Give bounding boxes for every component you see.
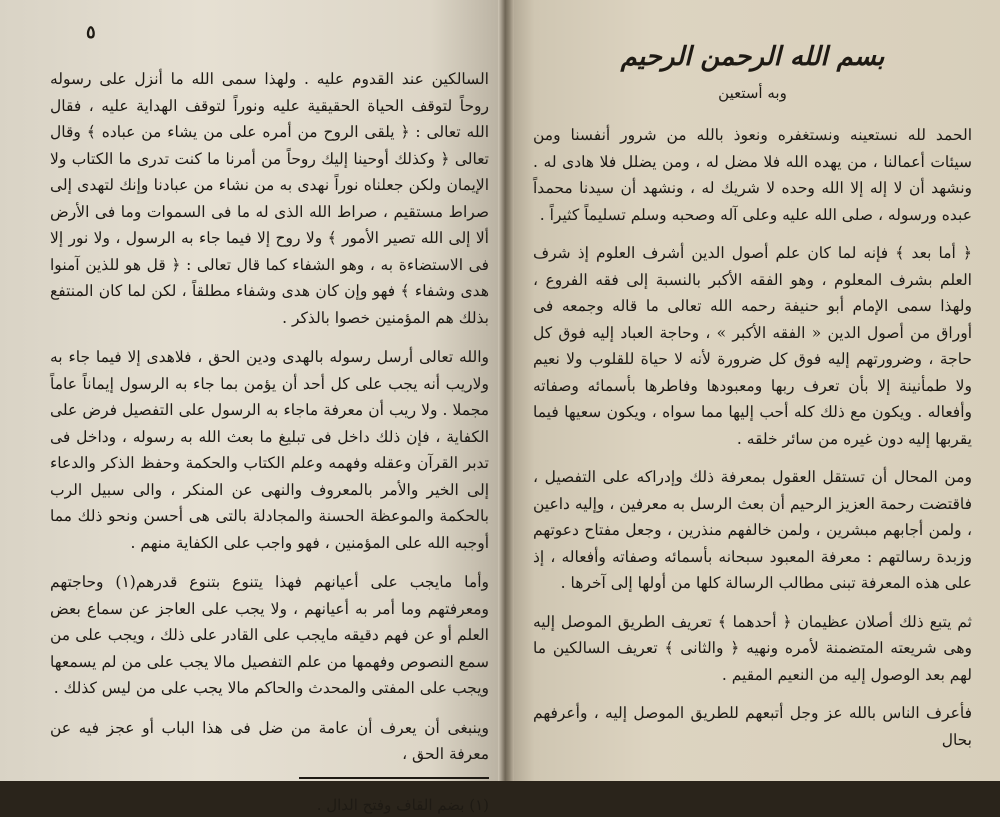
footnote: (١) بضم القاف وفتح الدال . (316, 795, 489, 814)
right-paragraph: الحمد لله نستعينه ونستغفره ونعوذ بالله من شرور أنفسنا ومن سيئات أعمالنا ، من يهده الله فلا مضل له ، ومن يضلل فلا هادى له . ونشهد أن لا إله إلا الله وحده لا شريك له ، ونشهد أن سيدنا محمداً عبده ورسوله ، صلى الله عليه وعلى آله وصحبه وسلم تسليماً كثيراً . (533, 126, 972, 224)
right-paragraph: ثم يتبع ذلك أصلان عظيمان ﴿ أحدهما ﴾ تعريف الطريق الموصل إليه وهى شريعته المتضمنة لأمره ونهيه ﴿ والثانى ﴾ تعريف السالكين ما لهم بعد الوصول إليه من النعيم المقيم . (533, 612, 972, 684)
right-paragraph: فأعرف الناس بالله عز وجل أتبعهم للطريق الموصل إليه ، وأعرفهم بحال (533, 704, 972, 749)
left-page-body (50, 66, 489, 817)
right-paragraph: ومن المحال أن تستقل العقول بمعرفة ذلك وإدراكه على التفصيل ، فاقتضت رحمة العزيز الرحيم أن بعث الرسل به معرفين ، وإليه داعين ، ولمن أجابهم مبشرين ، ولمن خالفهم منذرين ، وجعل مفتاح دعوتهم وزبدة رسالتهم : معرفة المعبود سبحانه بأسمائه وصفاته وأفعاله ، إذ على هذه المعرفة تبنى مطالب الرسالة كلها من أولها إلى آخرها . (533, 468, 972, 592)
left-paragraph: وأما مايجب على أعيانهم فهذا يتنوع بتنوع قدرهم(١) وحاجتهم ومعرفتهم وما أمر به أعيانهم ، ولا يجب على العاجز عن سماع بعض العلم أو عن فهم دقيقه مايجب على القادر على ذلك ، ويجب على من سمع النصوص وفهمها من علم التفصيل مالا يجب على من لم يسمعها ويجب على المفتى والمحدث والحاكم مالا يجب على من ليس كذلك . (50, 573, 489, 697)
left-paragraph: والله تعالى أرسل رسوله بالهدى ودين الحق ، فلاهدى إلا فيما جاء به ولاريب أنه يجب على كل أحد أن يؤمن بما جاء به الرسول إيماناً عاماً مجملا . ولا ريب أن معرفة ماجاء به الرسول على التفصيل فرض على الكفاية ، فإن ذلك داخل فى تبليغ ما بعث الله به رسوله ، وداخل فى تدبر القرآن وعقله وفهمه وعلم الكتاب والحكمة وحفظ الذكر والدعاء إلى الخير والأمر بالمعروف والنهى عن المنكر ، والى سبيل الرب بالحكمة والموعظة الحسنة والمجادلة بالتى هى أحسن ونحو ذلك مما أوجبه الله على المؤمنين ، فهو واجب على الكفاية منهم . (50, 348, 489, 552)
right-paragraph: ﴿ أما بعد ﴾ فإنه لما كان علم أصول الدين أشرف العلوم إذ شرف العلم بشرف المعلوم ، وهو الفقه الأكبر بالنسبة إلى فقه الفروع ، ولهذا سمى الإمام أبو حنيفة رحمه الله تعالى ما قاله وجمعه فى أوراق من أصول الدين « الفقه الأكبر » ، وحاجة العباد إليه فوق كل حاجة ، وضرورتهم إليه فوق كل ضرورة لأنه لا حياة للقلوب ولا نعيم ولا طمأنينة إلا بأن تعرف ربها ومعبودها وفاطرها بأسمائه وصفاته وأفعاله . ويكون مع ذلك كله أحب إليها مما سواه ، ويكون سعيها فيما يقربها إليه دون غيره من سائر خلقه . (533, 244, 972, 448)
right-page (505, 0, 1000, 781)
basmala-heading: بسم الله الرحمن الرحيم (620, 42, 885, 72)
book-gutter (498, 0, 514, 781)
left-paragraph: السالكين عند القدوم عليه . ولهذا سمى الله ما أنزل على رسوله روحاً لتوقف الحياة الحقيقية عليه ونوراً لتوقف الهداية عليه ، فقال الله تعالى : ﴿ يلقى الروح من أمره على من يشاء من عباده ﴾ وقال تعالى ﴿ وكذلك أوحينا إليك روحاً من أمرنا ما كنت تدرى ما الكتاب ولا الإيمان ولكن جعلناه نوراً نهدى به من نشاء من عبادنا وإنك لتهدى إلى صراط مستقيم ، صراط الله الذى له ما فى السموات وما فى الأرض ألا إلى الله تصير الأمور ﴾ ولا روح إلا فيما جاء به الرسول ، ولا نور إلا فى الاستضاءة به ، وهو الشفاء كما قال تعالى : ﴿ قل هو للذين آمنوا هدى وشفاء ﴾ فهو وإن كان هدى وشفاء مطلقاً ، لكن لما كان المنتفع بذلك هم المؤمنين خصوا بالذكر . (50, 70, 489, 327)
page-number: ٥ (86, 22, 96, 43)
subheading: وبه أستعين (718, 84, 787, 102)
right-page-body (533, 122, 972, 753)
left-paragraph: وينبغى أن يعرف أن عامة من ضل فى هذا الباب أو عجز فيه عن معرفة الحق ، (50, 718, 489, 763)
footnote-separator (299, 777, 489, 779)
